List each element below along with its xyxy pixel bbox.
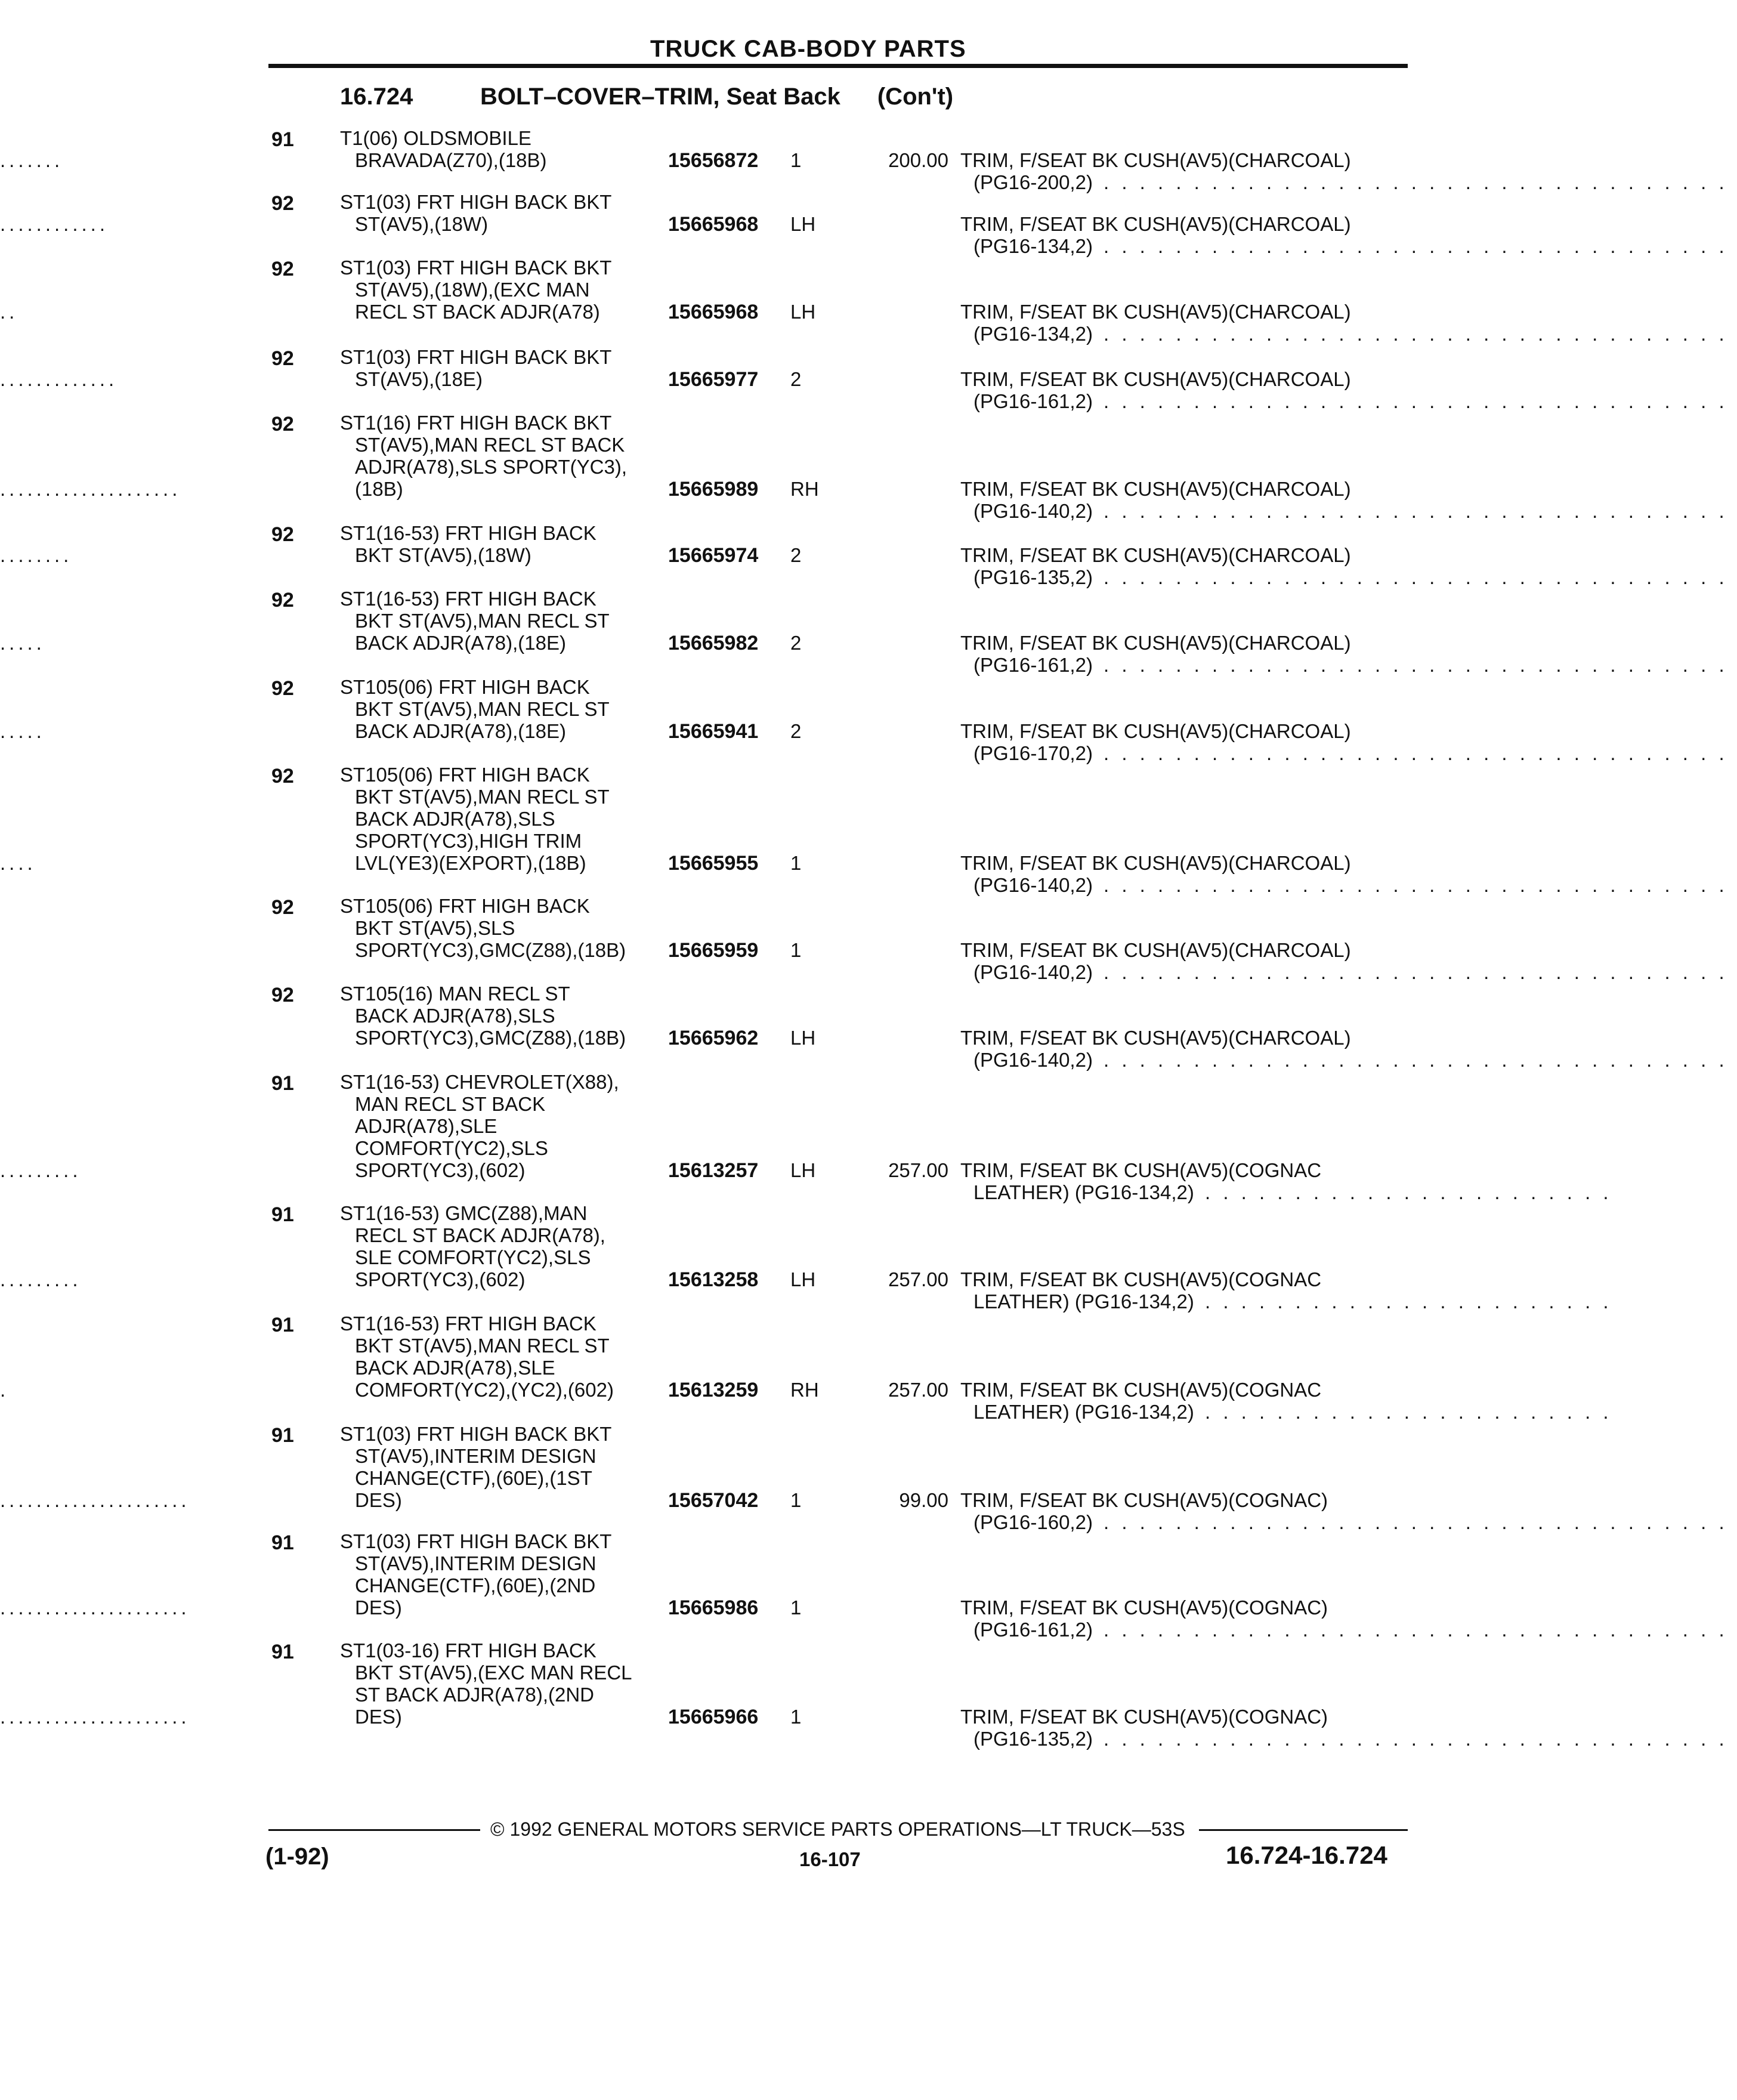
description-line: ST1(03) FRT HIGH BACK BKT — [340, 191, 612, 213]
description-line: ST105(06) FRT HIGH BACK — [340, 676, 590, 698]
trim-description: TRIM, F/SEAT BK CUSH(AV5)(COGNAC) — [960, 1706, 1328, 1728]
trim-reference: LEATHER) (PG16-134,2) — [973, 1401, 1194, 1423]
price: 99.00 — [899, 1489, 948, 1511]
trim-description: TRIM, F/SEAT BK CUSH(AV5)(CHARCOAL) — [960, 213, 1351, 235]
part-number: 15665955 — [668, 852, 759, 875]
reference-number: 91 — [271, 1531, 294, 1554]
footer-rule-left — [268, 1829, 480, 1831]
footer-copyright: © 1992 GENERAL MOTORS SERVICE PARTS OPERATIONS—LT TRUCK—53S — [490, 1818, 1185, 1840]
description-line: MAN RECL ST BACK — [355, 1093, 546, 1115]
description-line: DES) — [355, 1706, 402, 1728]
dot-leader: . — [0, 1379, 10, 1401]
trim-reference: LEATHER) (PG16-134,2) — [973, 1181, 1194, 1203]
trim-description: TRIM, F/SEAT BK CUSH(AV5)(CHARCOAL) — [960, 632, 1351, 654]
quantity: RH — [790, 1379, 819, 1401]
trim-description: TRIM, F/SEAT BK CUSH(AV5)(CHARCOAL) — [960, 544, 1351, 566]
trim-description: TRIM, F/SEAT BK CUSH(AV5)(CHARCOAL) — [960, 939, 1351, 961]
description-line: (18B) — [355, 478, 403, 500]
description-line: BRAVADA(Z70),(18B) — [355, 149, 547, 171]
trim-description: TRIM, F/SEAT BK CUSH(AV5)(COGNAC — [960, 1379, 1322, 1401]
trim-reference: (PG16-135,2) — [973, 1728, 1093, 1750]
quantity: 1 — [790, 1596, 802, 1619]
description-line: ADJR(A78),SLE — [355, 1115, 497, 1137]
page-title: TRUCK CAB-BODY PARTS — [650, 36, 966, 62]
description-line: ST1(16-53) GMC(Z88),MAN — [340, 1202, 588, 1224]
dot-leader: ..................... — [0, 1596, 190, 1619]
section-heading — [340, 84, 953, 110]
description-line: RECL ST BACK ADJR(A78), — [355, 1224, 605, 1246]
reference-number: 91 — [271, 1072, 294, 1095]
description-line: BKT ST(AV5),(EXC MAN RECL — [355, 1662, 632, 1684]
reference-number: 91 — [271, 1314, 294, 1336]
trim-dot-leader: . . . . . . . . . . . . . . . . . . . . . . . . . . . . . . . . . . . — [1104, 323, 1737, 345]
description-line: BKT ST(AV5),MAN RECL ST — [355, 610, 610, 632]
section-title: BOLT–COVER–TRIM, Seat Back — [480, 84, 840, 110]
part-number: 15665989 — [668, 478, 759, 501]
description-line: BKT ST(AV5),MAN RECL ST — [355, 1335, 610, 1357]
description-line: ST105(06) FRT HIGH BACK — [340, 895, 590, 917]
section-continued: (Con't) — [877, 84, 954, 110]
trim-description: TRIM, F/SEAT BK CUSH(AV5)(COGNAC) — [960, 1489, 1328, 1511]
trim-dot-leader: . . . . . . . . . . . . . . . . . . . . . . . . . . . . . . . . . . . — [1104, 390, 1737, 412]
reference-number: 92 — [271, 677, 294, 700]
section-number: 16.724 — [340, 84, 413, 110]
trim-reference: (PG16-140,2) — [973, 874, 1093, 896]
trim-dot-leader: . . . . . . . . . . . . . . . . . . . . . . . . . . . . . . . . . . . — [1104, 235, 1737, 257]
trim-dot-leader: . . . . . . . . . . . . . . . . . . . . . . . . . . . . . . . . . . . — [1104, 1619, 1737, 1641]
part-number: 15656872 — [668, 149, 759, 172]
trim-description: TRIM, F/SEAT BK CUSH(AV5)(CHARCOAL) — [960, 1027, 1351, 1049]
trim-dot-leader: . . . . . . . . . . . . . . . . . . . . . . . — [1205, 1290, 1621, 1312]
trim-dot-leader: . . . . . . . . . . . . . . . . . . . . . . . — [1205, 1401, 1621, 1423]
reference-number: 92 — [271, 413, 294, 436]
description-line: ST105(06) FRT HIGH BACK — [340, 764, 590, 786]
trim-reference: LEATHER) (PG16-134,2) — [973, 1290, 1194, 1312]
trim-reference: (PG16-161,2) — [973, 390, 1093, 412]
description-line: BKT ST(AV5),MAN RECL ST — [355, 698, 610, 720]
description-line: DES) — [355, 1489, 402, 1511]
reference-number: 92 — [271, 347, 294, 370]
part-number: 15665962 — [668, 1027, 759, 1049]
quantity: 1 — [790, 852, 802, 874]
description-line: ST(AV5),(18W),(EXC MAN — [355, 279, 590, 301]
part-number: 15665966 — [668, 1706, 759, 1728]
footer-page-number: 16-107 — [799, 1848, 861, 1870]
description-line: BKT ST(AV5),MAN RECL ST — [355, 786, 610, 808]
reference-number: 92 — [271, 765, 294, 788]
part-number: 15665968 — [668, 213, 759, 236]
title-rule — [268, 64, 1408, 68]
part-number: 15613258 — [668, 1268, 759, 1291]
trim-description: TRIM, F/SEAT BK CUSH(AV5)(CHARCOAL) — [960, 478, 1351, 500]
description-line: ST1(03) FRT HIGH BACK BKT — [340, 346, 612, 368]
quantity: LH — [790, 301, 816, 323]
quantity: LH — [790, 1027, 816, 1049]
trim-description: TRIM, F/SEAT BK CUSH(AV5)(COGNAC — [960, 1159, 1322, 1181]
trim-dot-leader: . . . . . . . . . . . . . . . . . . . . . . . . . . . . . . . . . . . — [1104, 171, 1737, 193]
reference-number: 92 — [271, 523, 294, 546]
description-line: CHANGE(CTF),(60E),(1ST — [355, 1467, 592, 1489]
description-line: ST(AV5),MAN RECL ST BACK — [355, 434, 625, 456]
description-line: SPORT(YC3),(602) — [355, 1268, 526, 1290]
trim-reference: (PG16-140,2) — [973, 500, 1093, 522]
quantity: 1 — [790, 149, 802, 171]
description-line: BACK ADJR(A78),(18E) — [355, 720, 566, 742]
dot-leader: ............ — [0, 213, 109, 235]
description-line: ST1(16-53) FRT HIGH BACK — [340, 1312, 596, 1335]
trim-reference: (PG16-200,2) — [973, 171, 1093, 193]
part-number: 15657042 — [668, 1489, 759, 1512]
price: 257.00 — [888, 1159, 948, 1181]
reference-number: 92 — [271, 258, 294, 280]
trim-description: TRIM, F/SEAT BK CUSH(AV5)(CHARCOAL) — [960, 368, 1351, 390]
trim-reference: (PG16-160,2) — [973, 1511, 1093, 1533]
description-line: ST1(03) FRT HIGH BACK BKT — [340, 1530, 612, 1552]
description-line: SPORT(YC3),GMC(Z88),(18B) — [355, 1027, 626, 1049]
description-line: COMFORT(YC2),(YC2),(602) — [355, 1379, 614, 1401]
description-line: ST1(03) FRT HIGH BACK BKT — [340, 1423, 612, 1445]
price: 200.00 — [888, 149, 948, 171]
trim-reference: (PG16-161,2) — [973, 654, 1093, 676]
reference-number: 92 — [271, 984, 294, 1006]
dot-leader: ............. — [0, 368, 118, 390]
trim-reference: (PG16-134,2) — [973, 323, 1093, 345]
part-number: 15665977 — [668, 368, 759, 391]
part-number: 15665968 — [668, 301, 759, 323]
part-number: 15665986 — [668, 1596, 759, 1619]
description-line: ADJR(A78),SLS SPORT(YC3), — [355, 456, 628, 478]
quantity: LH — [790, 1159, 816, 1181]
trim-reference: (PG16-134,2) — [973, 235, 1093, 257]
quantity: 1 — [790, 939, 802, 961]
dot-leader: ..... — [0, 632, 45, 654]
description-line: T1(06) OLDSMOBILE — [340, 127, 531, 149]
trim-reference: (PG16-161,2) — [973, 1619, 1093, 1641]
dot-leader: .... — [0, 852, 36, 874]
trim-description: TRIM, F/SEAT BK CUSH(AV5)(COGNAC — [960, 1268, 1322, 1290]
description-line: ST1(16) FRT HIGH BACK BKT — [340, 412, 612, 434]
description-line: BACK ADJR(A78),(18E) — [355, 632, 566, 654]
description-line: ST105(16) MAN RECL ST — [340, 983, 570, 1005]
dot-leader: ..... — [0, 720, 45, 742]
trim-dot-leader: . . . . . . . . . . . . . . . . . . . . . . . . . . . . . . . . . . . — [1104, 874, 1737, 896]
trim-reference: (PG16-170,2) — [973, 742, 1093, 764]
dot-leader: ....... — [0, 149, 64, 171]
part-number: 15665941 — [668, 720, 759, 743]
description-line: SPORT(YC3),HIGH TRIM — [355, 830, 582, 852]
description-line: DES) — [355, 1596, 402, 1619]
description-line: ST1(03) FRT HIGH BACK BKT — [340, 257, 612, 279]
trim-dot-leader: . . . . . . . . . . . . . . . . . . . . . . . . . . . . . . . . . . . — [1104, 742, 1737, 764]
quantity: LH — [790, 213, 816, 235]
dot-leader: ..................... — [0, 1489, 190, 1511]
trim-description: TRIM, F/SEAT BK CUSH(AV5)(COGNAC) — [960, 1596, 1328, 1619]
part-number: 15665974 — [668, 544, 759, 567]
description-line: ST1(03-16) FRT HIGH BACK — [340, 1639, 596, 1662]
trim-dot-leader: . . . . . . . . . . . . . . . . . . . . . . . . . . . . . . . . . . . — [1104, 500, 1737, 522]
description-line: ST(AV5),(18W) — [355, 213, 489, 235]
part-number: 15665959 — [668, 939, 759, 962]
dot-leader: .. — [0, 301, 18, 323]
part-number: 15613259 — [668, 1379, 759, 1401]
quantity: 2 — [790, 632, 802, 654]
price: 257.00 — [888, 1268, 948, 1290]
description-line: SLE COMFORT(YC2),SLS — [355, 1246, 591, 1268]
quantity: 2 — [790, 720, 802, 742]
reference-number: 92 — [271, 589, 294, 612]
footer-date-code: (1-92) — [265, 1843, 329, 1870]
description-line: LVL(YE3)(EXPORT),(18B) — [355, 852, 586, 874]
quantity: LH — [790, 1268, 816, 1290]
trim-dot-leader: . . . . . . . . . . . . . . . . . . . . . . . . . . . . . . . . . . . — [1104, 654, 1737, 676]
dot-leader: ......... — [0, 1159, 82, 1181]
description-line: BACK ADJR(A78),SLS — [355, 1005, 555, 1027]
description-line: ST1(16-53) FRT HIGH BACK — [340, 588, 596, 610]
description-line: ST BACK ADJR(A78),(2ND — [355, 1684, 594, 1706]
reference-number: 91 — [271, 1203, 294, 1226]
dot-leader: .................... — [0, 478, 181, 500]
trim-description: TRIM, F/SEAT BK CUSH(AV5)(CHARCOAL) — [960, 720, 1351, 742]
description-line: ST1(16-53) CHEVROLET(X88), — [340, 1071, 619, 1093]
description-line: BACK ADJR(A78),SLE — [355, 1357, 555, 1379]
description-line: SPORT(YC3),GMC(Z88),(18B) — [355, 939, 626, 961]
description-line: RECL ST BACK ADJR(A78) — [355, 301, 600, 323]
trim-reference: (PG16-135,2) — [973, 566, 1093, 588]
reference-number: 91 — [271, 128, 294, 151]
footer-rule-right — [1199, 1829, 1408, 1831]
quantity: 1 — [790, 1489, 802, 1511]
description-line: BKT ST(AV5),(18W) — [355, 544, 531, 566]
trim-description: TRIM, F/SEAT BK CUSH(AV5)(CHARCOAL) — [960, 149, 1351, 171]
description-line: SPORT(YC3),(602) — [355, 1159, 526, 1181]
trim-description: TRIM, F/SEAT BK CUSH(AV5)(CHARCOAL) — [960, 301, 1351, 323]
description-line: ST(AV5),(18E) — [355, 368, 483, 390]
description-line: ST1(16-53) FRT HIGH BACK — [340, 522, 596, 544]
part-number: 15613257 — [668, 1159, 759, 1182]
trim-reference: (PG16-140,2) — [973, 961, 1093, 983]
quantity: RH — [790, 478, 819, 500]
trim-dot-leader: . . . . . . . . . . . . . . . . . . . . . . . . . . . . . . . . . . . — [1104, 1049, 1737, 1071]
trim-reference: (PG16-140,2) — [973, 1049, 1093, 1071]
part-number: 15665982 — [668, 632, 759, 654]
description-line: BACK ADJR(A78),SLS — [355, 808, 555, 830]
dot-leader: ........ — [0, 544, 73, 566]
trim-dot-leader: . . . . . . . . . . . . . . . . . . . . . . . . . . . . . . . . . . . — [1104, 1511, 1737, 1533]
trim-dot-leader: . . . . . . . . . . . . . . . . . . . . . . . . . . . . . . . . . . . — [1104, 566, 1737, 588]
description-line: COMFORT(YC2),SLS — [355, 1137, 548, 1159]
quantity: 2 — [790, 368, 802, 390]
description-line: CHANGE(CTF),(60E),(2ND — [355, 1574, 596, 1596]
description-line: ST(AV5),INTERIM DESIGN — [355, 1552, 596, 1574]
quantity: 1 — [790, 1706, 802, 1728]
reference-number: 92 — [271, 192, 294, 215]
trim-dot-leader: . . . . . . . . . . . . . . . . . . . . . . . . . . . . . . . . . . . — [1104, 1728, 1737, 1750]
reference-number: 92 — [271, 896, 294, 919]
price: 257.00 — [888, 1379, 948, 1401]
trim-dot-leader: . . . . . . . . . . . . . . . . . . . . . . . — [1205, 1181, 1621, 1203]
footer-section-range: 16.724-16.724 — [1226, 1841, 1387, 1869]
dot-leader: ......... — [0, 1268, 82, 1290]
trim-dot-leader: . . . . . . . . . . . . . . . . . . . . . . . . . . . . . . . . . . . — [1104, 961, 1737, 983]
reference-number: 91 — [271, 1424, 294, 1447]
trim-description: TRIM, F/SEAT BK CUSH(AV5)(CHARCOAL) — [960, 852, 1351, 874]
description-line: BKT ST(AV5),SLS — [355, 917, 515, 939]
dot-leader: ..................... — [0, 1706, 190, 1728]
quantity: 2 — [790, 544, 802, 566]
reference-number: 91 — [271, 1641, 294, 1663]
description-line: ST(AV5),INTERIM DESIGN — [355, 1445, 596, 1467]
